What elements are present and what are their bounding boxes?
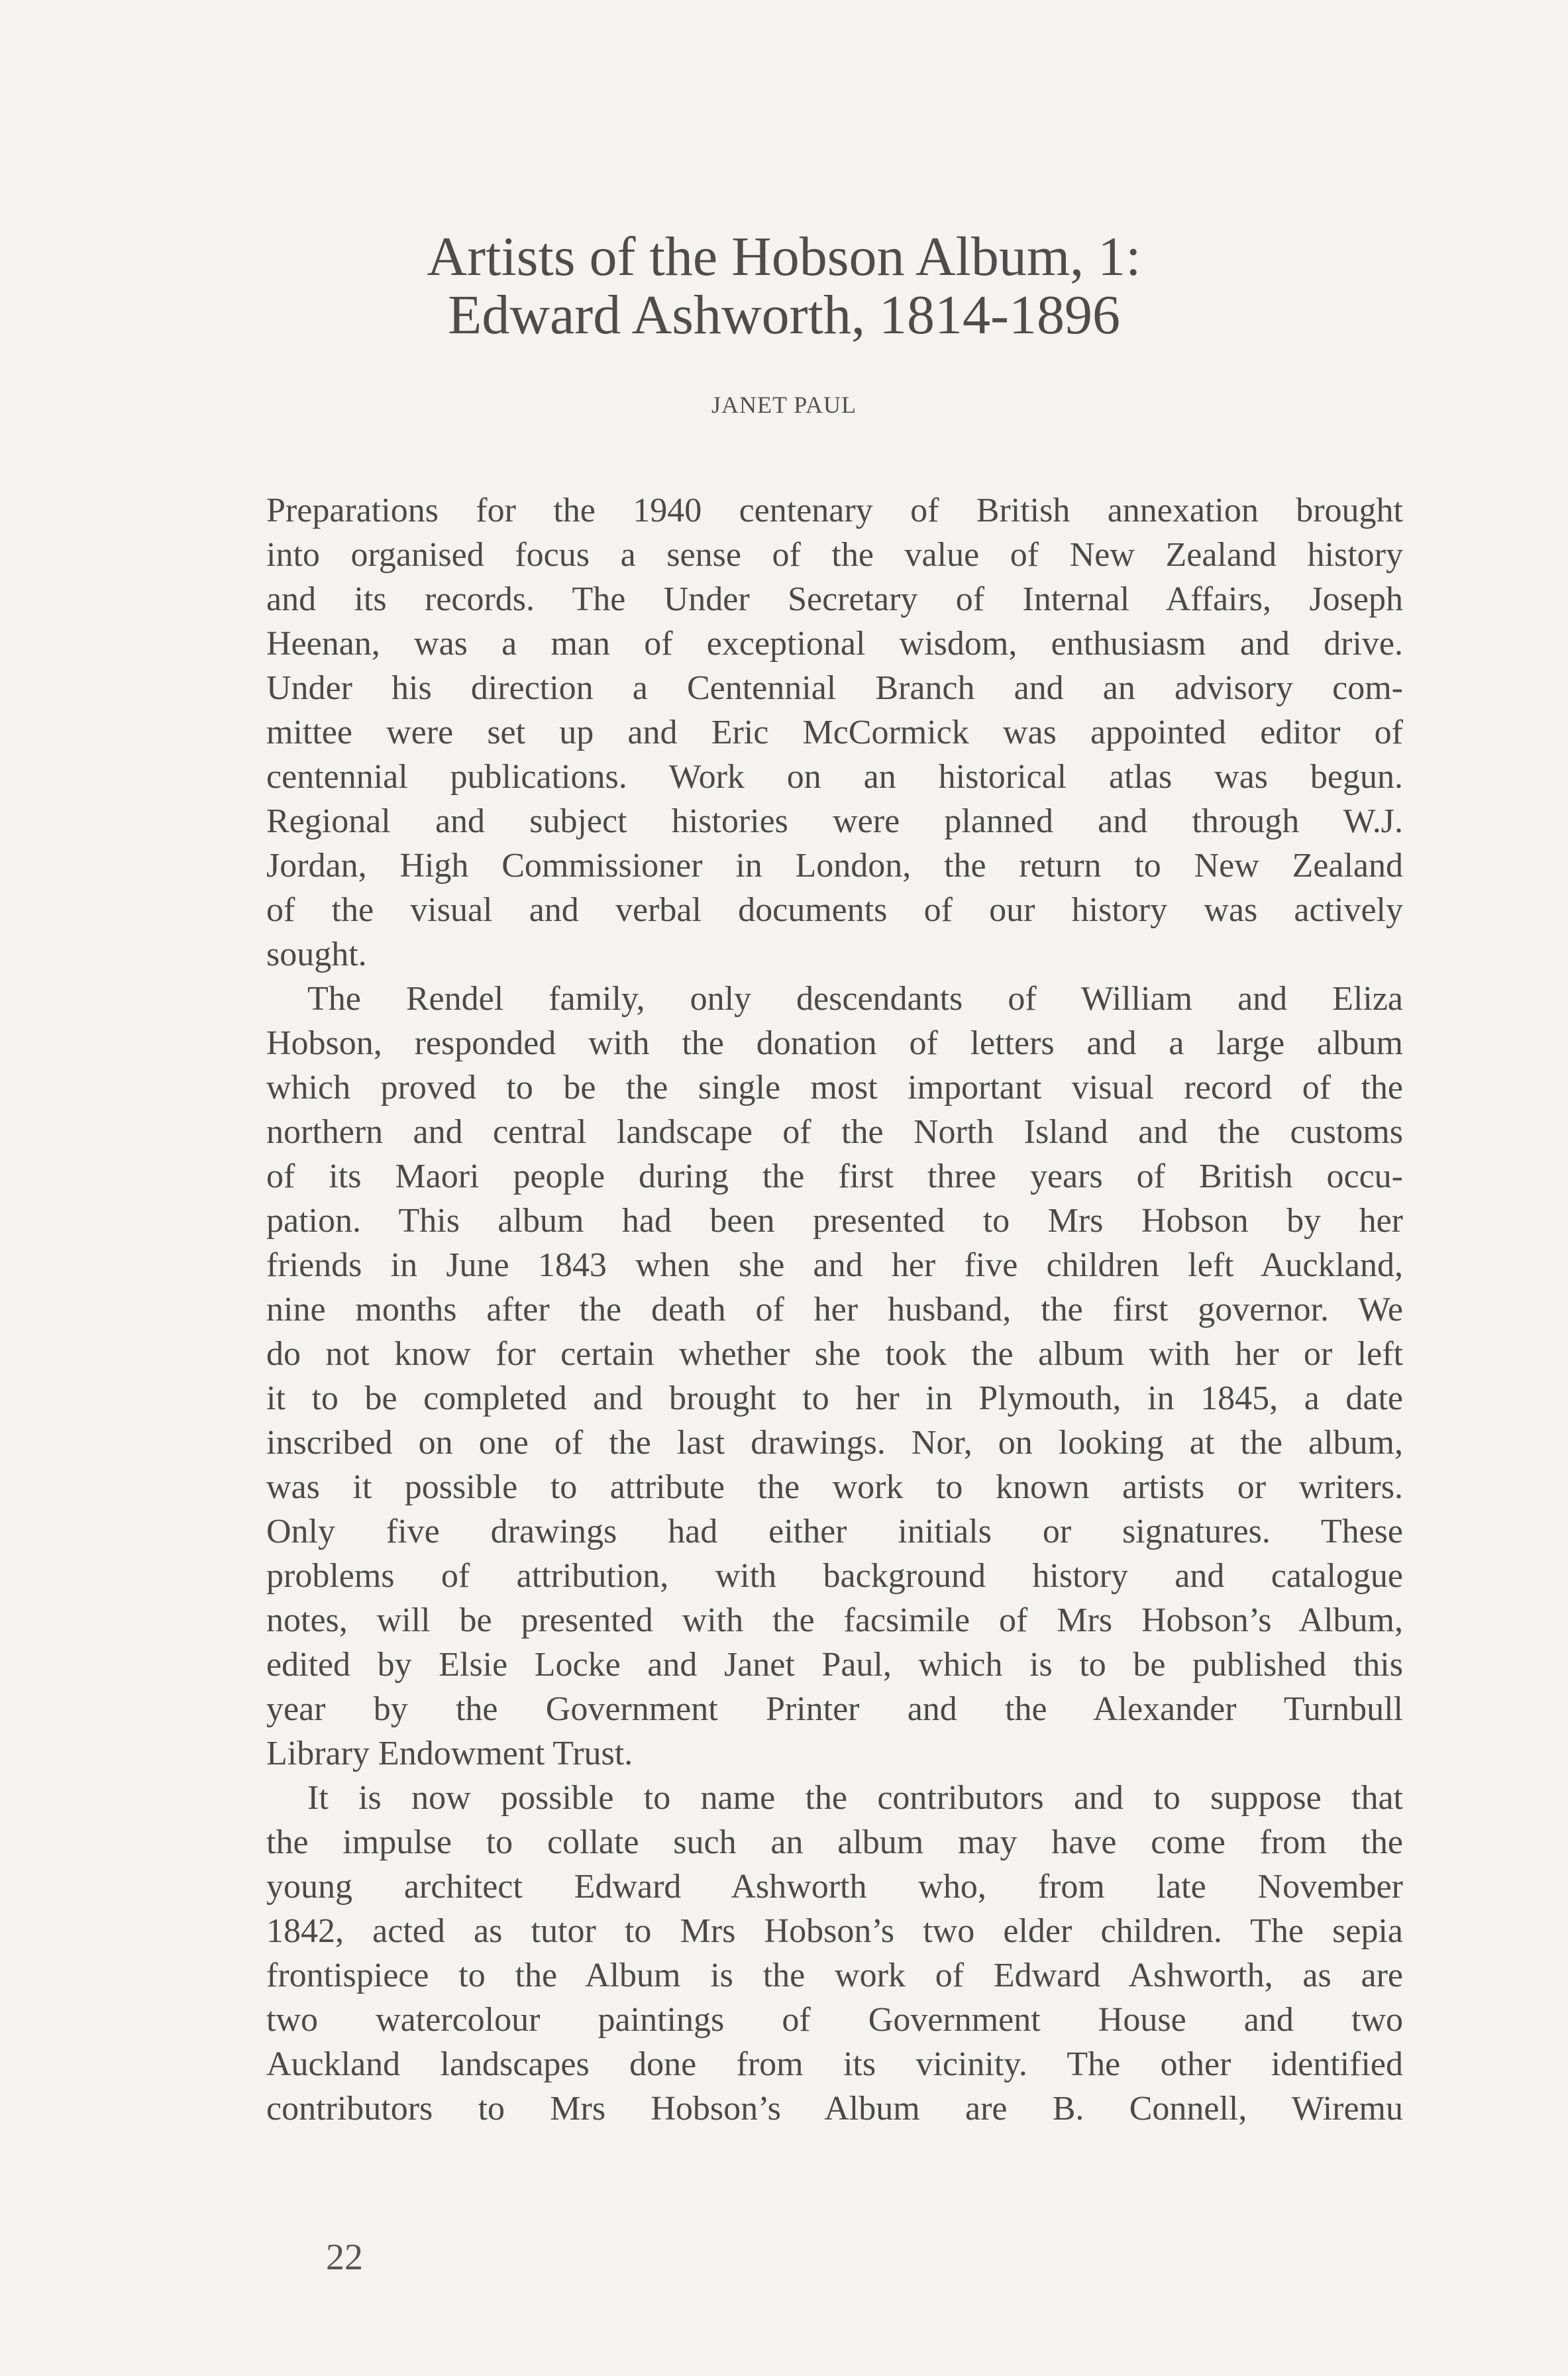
body-text-line: centennial publications. Work on an historical atlas was begun. — [266, 758, 1403, 796]
body-text-line: the impulse to collate such an album may have come from the — [266, 1823, 1403, 1861]
body-text-line: young architect Edward Ashworth who, from late November — [266, 1868, 1403, 1906]
body-text-line: The Rendel family, only descendants of William and Eliza — [307, 980, 1403, 1018]
body-text-line: Regional and subject histories were planned and through W.J. — [266, 802, 1403, 840]
author-byline: JANET PAUL — [711, 392, 857, 418]
body-text-line: nine months after the death of her husband, the first governor. We — [266, 1291, 1403, 1328]
body-text-line: northern and central landscape of the North Island and the customs — [266, 1113, 1403, 1151]
body-text-line: Auckland landscapes done from its vicinity. The other identified — [266, 2045, 1403, 2083]
body-text-line: year by the Government Printer and the Alexander Turnbull — [266, 1690, 1403, 1728]
body-text-line: pation. This album had been presented to Mrs Hobson by her — [266, 1202, 1403, 1240]
body-text-line: problems of attribution, with background history and catalogue — [266, 1557, 1403, 1595]
body-text-line: It is now possible to name the contributors and to suppose that — [307, 1779, 1403, 1817]
body-text-line: contributors to Mrs Hobson’s Album are B. Connell, Wiremu — [266, 2090, 1403, 2128]
body-text-line: sought. — [266, 936, 367, 973]
body-text-line: Library Endowment Trust. — [266, 1735, 633, 1772]
body-text-line: two watercolour paintings of Government House and two — [266, 2001, 1403, 2039]
body-text-line: was it possible to attribute the work to known artists or writers. — [266, 1468, 1403, 1506]
body-text-line: Jordan, High Commissioner in London, the return to New Zealand — [266, 847, 1403, 885]
body-text-line: it to be completed and brought to her in Plymouth, in 1845, a date — [266, 1379, 1403, 1417]
body-text-line: into organised focus a sense of the value of New Zealand history — [266, 536, 1403, 574]
body-text-line: and its records. The Under Secretary of Internal Affairs, Joseph — [266, 580, 1403, 618]
body-text-line: Heenan, was a man of exceptional wisdom, enthusiasm and drive. — [266, 625, 1403, 663]
body-text-line: 1842, acted as tutor to Mrs Hobson’s two elder children. The sepia — [266, 1912, 1403, 1950]
body-text-line: Hobson, responded with the donation of letters and a large album — [266, 1024, 1403, 1062]
body-text-line: friends in June 1843 when she and her five children left Auckland, — [266, 1246, 1403, 1284]
body-text-line: Under his direction a Centennial Branch and an advisory com- — [266, 669, 1403, 707]
body-text-line: notes, will be presented with the facsimile of Mrs Hobson’s Album, — [266, 1601, 1403, 1639]
body-text-line: Only five drawings had either initials or signatures. These — [266, 1513, 1403, 1550]
body-text-line: of the visual and verbal documents of our history was actively — [266, 891, 1403, 929]
body-text-line: inscribed on one of the last drawings. Nor, on looking at the album, — [266, 1424, 1403, 1462]
article-title-line-2: Edward Ashworth, 1814-1896 — [448, 284, 1120, 346]
page-number: 22 — [326, 2237, 363, 2278]
body-text-line: Preparations for the 1940 centenary of British annexation brought — [266, 492, 1403, 529]
article-body — [266, 488, 1403, 2131]
body-text-line: do not know for certain whether she took the album with her or left — [266, 1335, 1403, 1373]
body-text-line: of its Maori people during the first three years of British occu- — [266, 1158, 1403, 1195]
body-text-line: edited by Elsie Locke and Janet Paul, which is to be published this — [266, 1646, 1403, 1684]
body-text-line: which proved to be the single most important visual record of the — [266, 1069, 1403, 1107]
body-text-line: mittee were set up and Eric McCormick was appointed editor of — [266, 714, 1403, 751]
article-title-line-1: Artists of the Hobson Album, 1: — [427, 226, 1141, 288]
body-text-line: frontispiece to the Album is the work of Edward Ashworth, as are — [266, 1957, 1403, 1994]
